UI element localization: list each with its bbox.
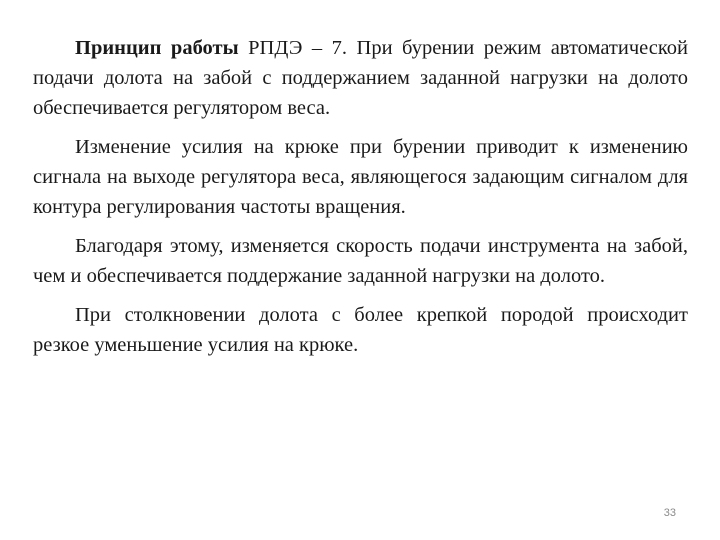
page-number: 33 bbox=[663, 507, 676, 519]
principle-heading: Принцип работы bbox=[75, 37, 239, 59]
paragraph-feed-speed: Благодаря этому, изменяется скорость подачи инструмента на забой, чем и обеспечивается поддержание заданной нагрузки на долото. bbox=[33, 235, 688, 287]
paragraph-hard-rock: При столкновении долота с более крепкой породой происходит резкое уменьшение усилия на крюке. bbox=[33, 304, 688, 356]
paragraph-hook-force: Изменение усилия на крюке при бурении приводит к изменению сигнала на выходе регулятора веса, являющегося задающим сигналом для контура регулирования частоты вращения. bbox=[33, 136, 688, 218]
paragraph-principle bbox=[33, 33, 688, 123]
paragraph-principle-text: РПДЭ – 7. При бурении режим автоматической подачи долота на забой с поддержанием заданной нагрузки на долото обеспечивается регулятором веса. bbox=[33, 37, 688, 119]
slide-body bbox=[33, 33, 688, 369]
